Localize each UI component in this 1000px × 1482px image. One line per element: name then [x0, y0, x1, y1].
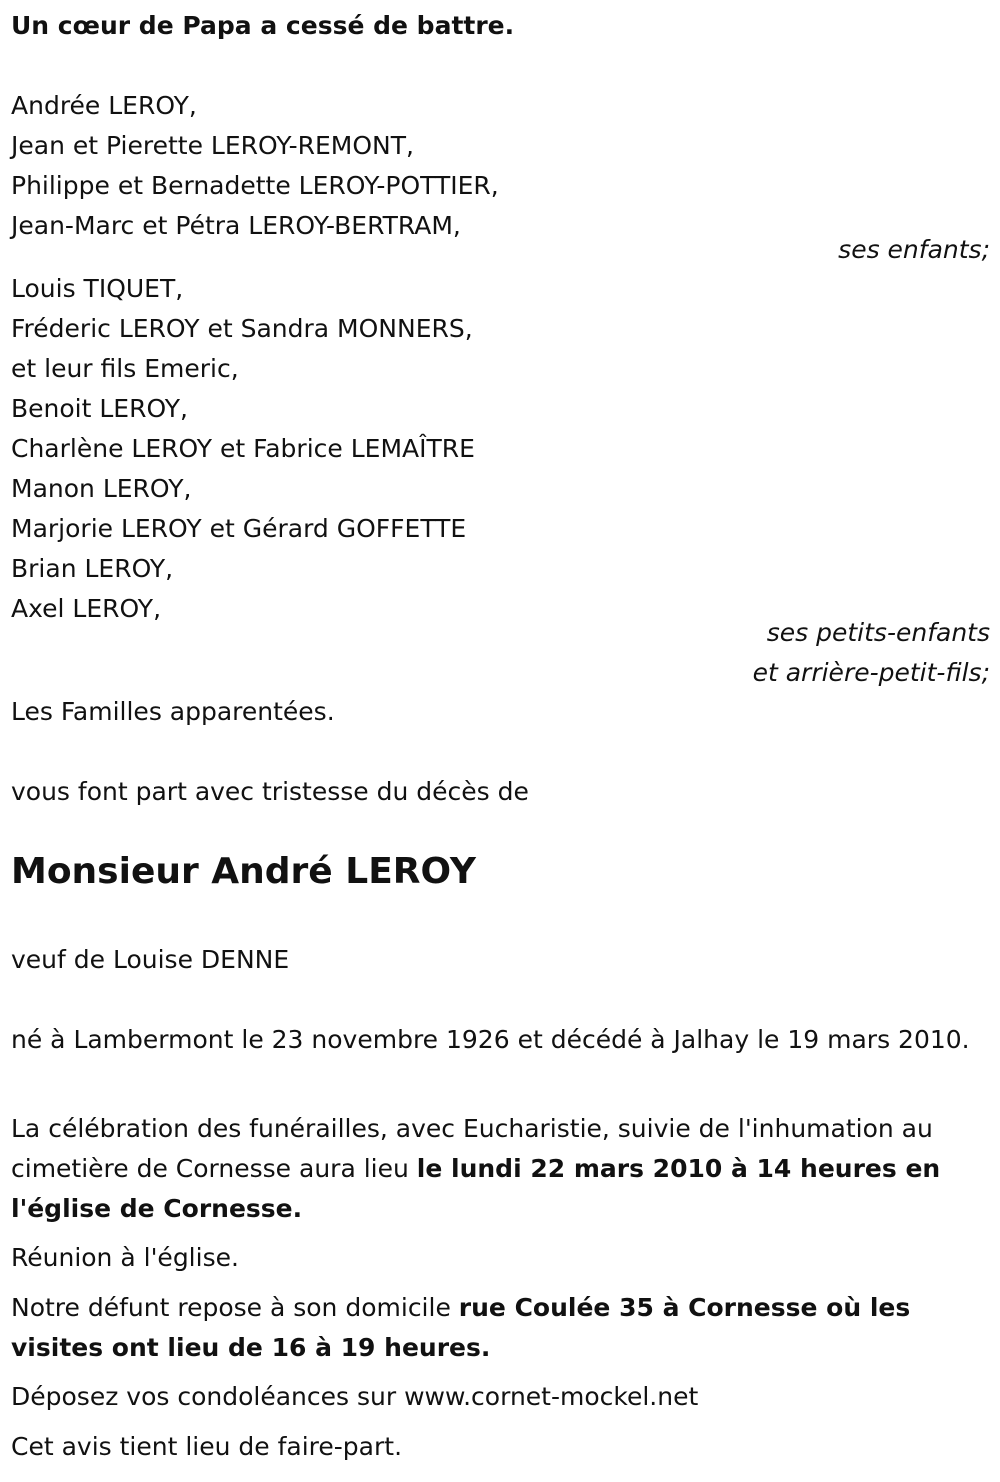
deceased-name: Monsieur André LEROY	[11, 851, 476, 892]
grandchild-line: Louis TIQUET,	[11, 274, 184, 303]
grandchildren-label: ses petits-enfants	[766, 618, 990, 647]
children-label: ses enfants;	[838, 235, 990, 264]
grandchild-line: Fréderic LEROY et Sandra MONNERS,	[11, 314, 473, 343]
great-grandchildren-label: et arrière-petit-fils;	[752, 658, 990, 687]
visit-text: Notre défunt repose à son domicile	[11, 1293, 459, 1322]
grandchild-line: Charlène LEROY et Fabrice LEMAÎTRE	[11, 434, 475, 463]
funeral-details: le lundi 22 mars 2010 à 14 heures en l'église de Cornesse.	[11, 1154, 941, 1223]
grandchild-line: Axel LEROY,	[11, 594, 162, 623]
grandchild-line: et leur fils Emeric,	[11, 354, 239, 383]
announcement-line: vous font part avec tristesse du décès de	[11, 777, 529, 806]
opening-heading: Un cœur de Papa a cessé de battre.	[11, 11, 515, 40]
visit-paragraph	[11, 1288, 986, 1368]
grandchild-line: Manon LEROY,	[11, 474, 192, 503]
birth-death-paragraph: né à Lambermont le 23 novembre 1926 et décédé à Jalhay le 19 mars 2010.	[11, 1025, 970, 1054]
reunion-line: Réunion à l'église.	[11, 1243, 239, 1272]
child-line: Jean et Pierette LEROY-REMONT,	[11, 131, 414, 160]
families-line: Les Familles apparentées.	[11, 697, 335, 726]
notice-line: Cet avis tient lieu de faire-part.	[11, 1432, 403, 1461]
funeral-text: La célébration des funérailles, avec Eucharistie, suivie de l'inhumation au cimetière de Cornesse aura lieu	[11, 1114, 933, 1183]
child-line: Philippe et Bernadette LEROY-POTTIER,	[11, 171, 499, 200]
widower-line: veuf de Louise DENNE	[11, 945, 290, 974]
child-line: Andrée LEROY,	[11, 91, 197, 120]
visit-details: rue Coulée 35 à Cornesse où les visites ont lieu de 16 à 19 heures.	[11, 1293, 911, 1362]
condolences-line: Déposez vos condoléances sur www.cornet-mockel.net	[11, 1382, 699, 1411]
grandchild-line: Marjorie LEROY et Gérard GOFFETTE	[11, 514, 467, 543]
funeral-paragraph	[11, 1109, 986, 1229]
child-line: Jean-Marc et Pétra LEROY-BERTRAM,	[11, 211, 461, 240]
grandchild-line: Benoit LEROY,	[11, 394, 188, 423]
grandchild-line: Brian LEROY,	[11, 554, 174, 583]
